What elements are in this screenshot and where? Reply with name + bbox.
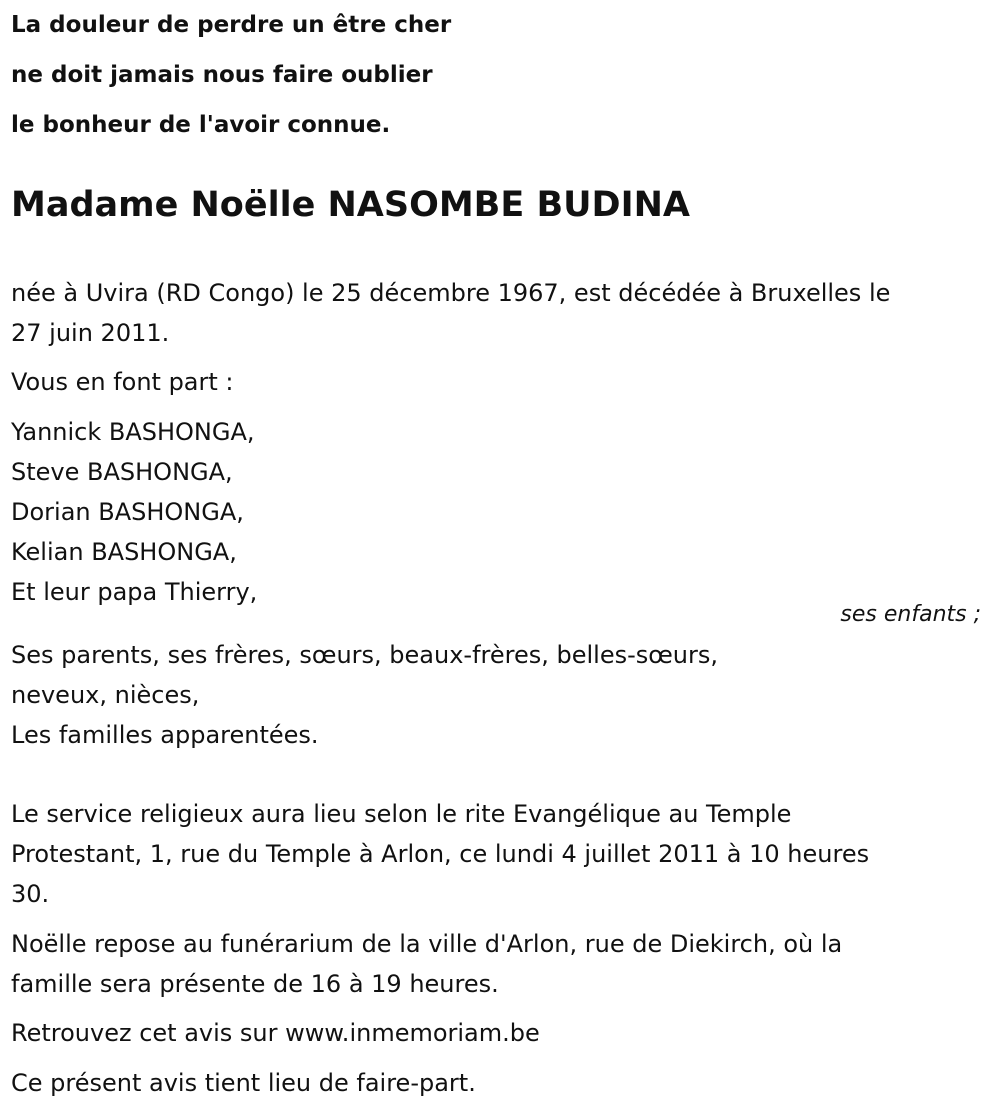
relatives-line: neveux, nièces, <box>11 681 200 709</box>
child-name: Kelian BASHONGA, <box>11 538 237 566</box>
relatives-line: Les familles apparentées. <box>11 721 319 749</box>
birth-death-line-2: 27 juin 2011. <box>11 319 170 347</box>
child-name: Steve BASHONGA, <box>11 458 233 486</box>
child-name: Dorian BASHONGA, <box>11 498 244 526</box>
visitation-paragraph <box>11 924 981 1004</box>
children-list <box>11 412 981 612</box>
service-line-2: Protestant, 1, rue du Temple à Arlon, ce lundi 4 juillet 2011 à 10 heures <box>11 840 870 868</box>
relatives-list <box>11 635 981 755</box>
epigraph-line-1: La douleur de perdre un être cher <box>11 12 452 38</box>
child-name: Yannick BASHONGA, <box>11 418 255 446</box>
service-paragraph <box>11 794 981 914</box>
father-name: Et leur papa Thierry, <box>11 578 258 606</box>
announcement-intro-text: Vous en font part : <box>11 368 234 396</box>
epigraph-line-2: ne doit jamais nous faire oublier <box>11 62 433 88</box>
visitation-line-1: Noëlle repose au funérarium de la ville d'Arlon, rue de Diekirch, où la <box>11 930 843 958</box>
relatives-line: Ses parents, ses frères, sœurs, beaux-frères, belles-sœurs, <box>11 641 719 669</box>
closing-note <box>11 1063 981 1103</box>
visitation-line-2: famille sera présente de 16 à 19 heures. <box>11 970 499 998</box>
service-line-3: 30. <box>11 880 50 908</box>
birth-death-line-1: née à Uvira (RD Congo) le 25 décembre 1967, est décédée à Bruxelles le <box>11 279 891 307</box>
children-role-label: ses enfants ; <box>840 602 981 627</box>
deceased-name: Madame Noëlle NASOMBE BUDINA <box>11 185 690 225</box>
website-note-text: Retrouvez cet avis sur www.inmemoriam.be <box>11 1019 540 1047</box>
announcement-intro <box>11 362 981 402</box>
service-line-1: Le service religieux aura lieu selon le rite Evangélique au Temple <box>11 800 792 828</box>
birth-death-paragraph <box>11 273 981 353</box>
closing-note-text: Ce présent avis tient lieu de faire-part. <box>11 1069 476 1097</box>
epigraph-line-3: le bonheur de l'avoir connue. <box>11 112 391 138</box>
website-note <box>11 1013 981 1053</box>
